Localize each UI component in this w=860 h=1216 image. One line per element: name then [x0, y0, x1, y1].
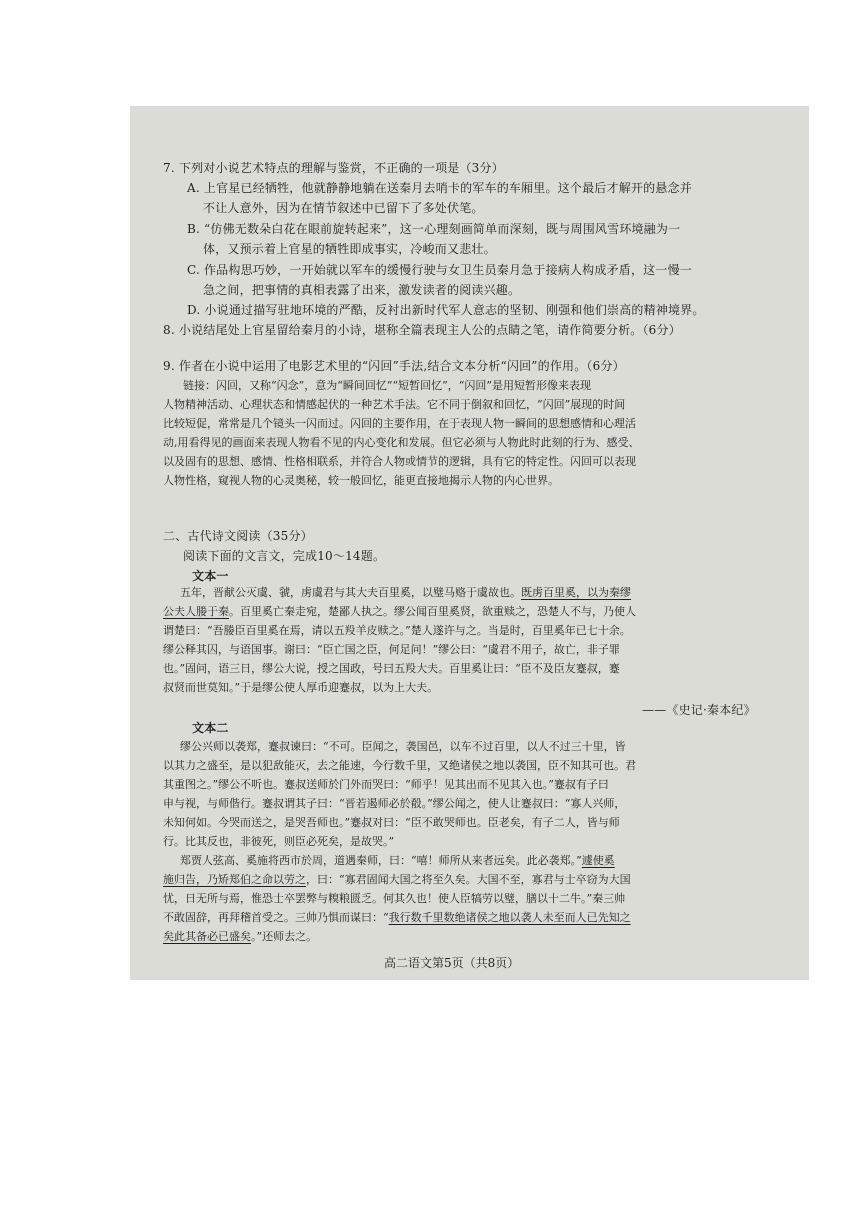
- q7-option-c-line1: C. 作品构思巧妙，一开始就以军车的缓慢行驶与女卫生员秦月急于接病人构成矛盾，这一慢一: [187, 263, 692, 277]
- text1-line2: 公夫人媵于秦。百里奚亡秦走宛，楚鄙人执之。缪公闻百里奚贤，欲重赎之，恐楚人不与，乃使人: [163, 605, 636, 618]
- text2-line1: 缪公兴师以袭郑，蹇叔谏曰：“不可。臣闻之，袭国邑，以车不过百里，以人不过三十里，皆: [180, 740, 626, 753]
- text2-line7: 郑贾人弦高、奚施将西市於周，道遇秦师，曰：“嘻！师所从来者远矣。此必袭郑。”遽使奚: [180, 854, 615, 867]
- page-footer: 高二语文第5页（共8页）: [384, 956, 520, 970]
- text2-line10: 不敢固辞，再拜稽首受之。三帅乃惧而谋曰：“我行数千里数绝诸侯之地以袭人未至而人已先知之: [163, 911, 631, 924]
- exam-page: [130, 106, 809, 980]
- text2-line4: 申与视，与师偕行。蹇叔谓其子曰：“晋若遏师必於殽。”缪公闻之，使人让蹇叔曰：“寡人兴师，: [163, 797, 626, 810]
- q7-option-a-line1: A. 上官星已经牺牲，他就静静地躺在送秦月去哨卡的军车的车厢里。这个最后才解开的悬念并: [187, 181, 692, 195]
- text2-underlined-sentence1: 遽使奚: [581, 854, 615, 867]
- text2-underlined-sentence1-end: 施归告，乃矫郑伯之命以劳之: [163, 873, 306, 886]
- q9-link-line5: 以及固有的思想、感情、性格相联系，并符合人物或情节的逻辑，具有它的特定性。闪回可以表现: [163, 455, 636, 468]
- q7-option-d: D. 小说通过描写驻地环境的严酷，反衬出新时代军人意志的坚韧、刚强和他们崇高的精神境界。: [187, 303, 705, 317]
- text2-underlined-sentence2-end: 矣此其备必已盛矣: [163, 930, 251, 943]
- text1-line6: 叔贤而世莫知。”于是缪公使人厚币迎蹇叔，以为上大夫。: [163, 681, 439, 694]
- text2-line9: 忧，日无所与焉，惟恐士卒罢弊与糗粮匮乏。何其久也！使人臣犒劳以璧，膳以十二牛。”秦三帅: [163, 892, 626, 905]
- section-instruction: 阅读下面的文言文，完成10～14题。: [183, 549, 386, 563]
- q7-option-b-line1: B. “仿佛无数朵白花在眼前旋转起来”，这一心理刻画简单而深刻，既与周围风雪环境融为一: [187, 222, 681, 236]
- q9-link-line2: 人物精神活动、心理状态和情感起伏的一种艺术手法。它不同于倒叙和回忆，“闪回”展现的时间: [163, 398, 626, 411]
- q8-question: 8. 小说结尾处上官星留给秦月的小诗，堪称全篇表现主人公的点睛之笔，请作简要分析。（6分）: [163, 323, 681, 337]
- text1-source: ——《史记·秦本纪》: [642, 703, 756, 717]
- q9-link-line6: 人物性格，窥视人物的心灵奥秘，较一般回忆，能更直接地揭示人物的内心世界。: [163, 474, 559, 487]
- q9-link-line4: 动,用看得见的画面来表现人物看不见的内心变化和发展。但它必须与人物此时此刻的行为、感受、: [163, 436, 640, 449]
- q9-link-line1: 链接：闪回，又称“闪念”，意为“瞬间回忆”“短暂回忆”，“闪回”是用短暂形像来表现: [183, 379, 591, 392]
- q7-option-a-line2: 不让人意外，因为在情节叙述中已留下了多处伏笔。: [203, 201, 484, 215]
- text1-title: 文本一: [192, 569, 229, 583]
- text2-line6: 行。比其反也，非彼死，则臣必死矣，是故哭。”: [163, 835, 395, 848]
- text2-underlined-sentence2: 我行数千里数绝诸侯之地以袭人未至而人已先知之: [388, 911, 631, 924]
- text2-line2: 以其力之盛至，是以犯敌能灭，去之能速，今行数千里，又绝诸侯之地以袭国，臣不知其可也。君: [163, 759, 636, 772]
- text2-line8: 施归告，乃矫郑伯之命以劳之，曰：“寡君固闻大国之将至久矣。大国不至，寡君与士卒窃为大国: [163, 873, 631, 886]
- text1-line1: 五年，晋献公灭虞、虢，虏虞君与其大夫百里奚，以璧马赂于虞故也。既虏百里奚，以为秦缪: [180, 586, 631, 599]
- text1-line5: 也。”固问，语三日，缪公大说，授之国政，号曰五羖大夫。百里奚让曰：“臣不及臣友蹇叔，蹇: [163, 662, 620, 675]
- q9-link-line3: 比较短促，常常是几个镜头一闪而过。闪回的主要作用，在于表现人物一瞬间的思想感情和心理活: [163, 417, 636, 430]
- q7-option-c-line2: 急之间，把事情的真相表露了出来，激发读者的阅读兴趣。: [203, 283, 521, 297]
- text1-line4: 缪公释其囚，与语国事。谢曰：“臣亡国之臣，何足问！”缪公曰：“虞君不用子，故亡，非子罪: [163, 643, 620, 656]
- q9-stem: 9. 作者在小说中运用了电影艺术里的“闪回”手法,结合文本分析“闪回”的作用。（6分）: [163, 359, 625, 373]
- q7-stem: 7. 下列对小说艺术特点的理解与鉴赏，不正确的一项是（3分）: [163, 161, 504, 175]
- text1-underlined-sentence-end: 公夫人媵于秦: [163, 605, 229, 618]
- q7-option-b-line2: 体，又预示着上官星的牺牲即成事实，冷峻而又悲壮。: [203, 242, 496, 256]
- section-title: 二、古代诗文阅读（35分）: [163, 529, 313, 543]
- text2-line5: 未知何如。今哭而送之，是哭吾师也。”蹇叔对曰：“臣不敢哭师也。臣老矣，有子二人，皆与师: [163, 816, 620, 829]
- text2-title: 文本二: [192, 721, 229, 735]
- text2-line3: 其重图之。”缪公不听也。蹇叔送师於门外而哭曰：“师乎！见其出而不见其入也。”蹇叔有子曰: [163, 778, 609, 791]
- text2-line11: 矣此其备必已盛矣。”还师去之。: [163, 930, 318, 943]
- text1-underlined-sentence: 既虏百里奚，以为秦缪: [521, 586, 631, 599]
- text1-line3: 谓楚曰：“吾媵臣百里奚在焉，请以五羖羊皮赎之。”楚人遂许与之。当是时，百里奚年已七十余。: [163, 624, 631, 637]
